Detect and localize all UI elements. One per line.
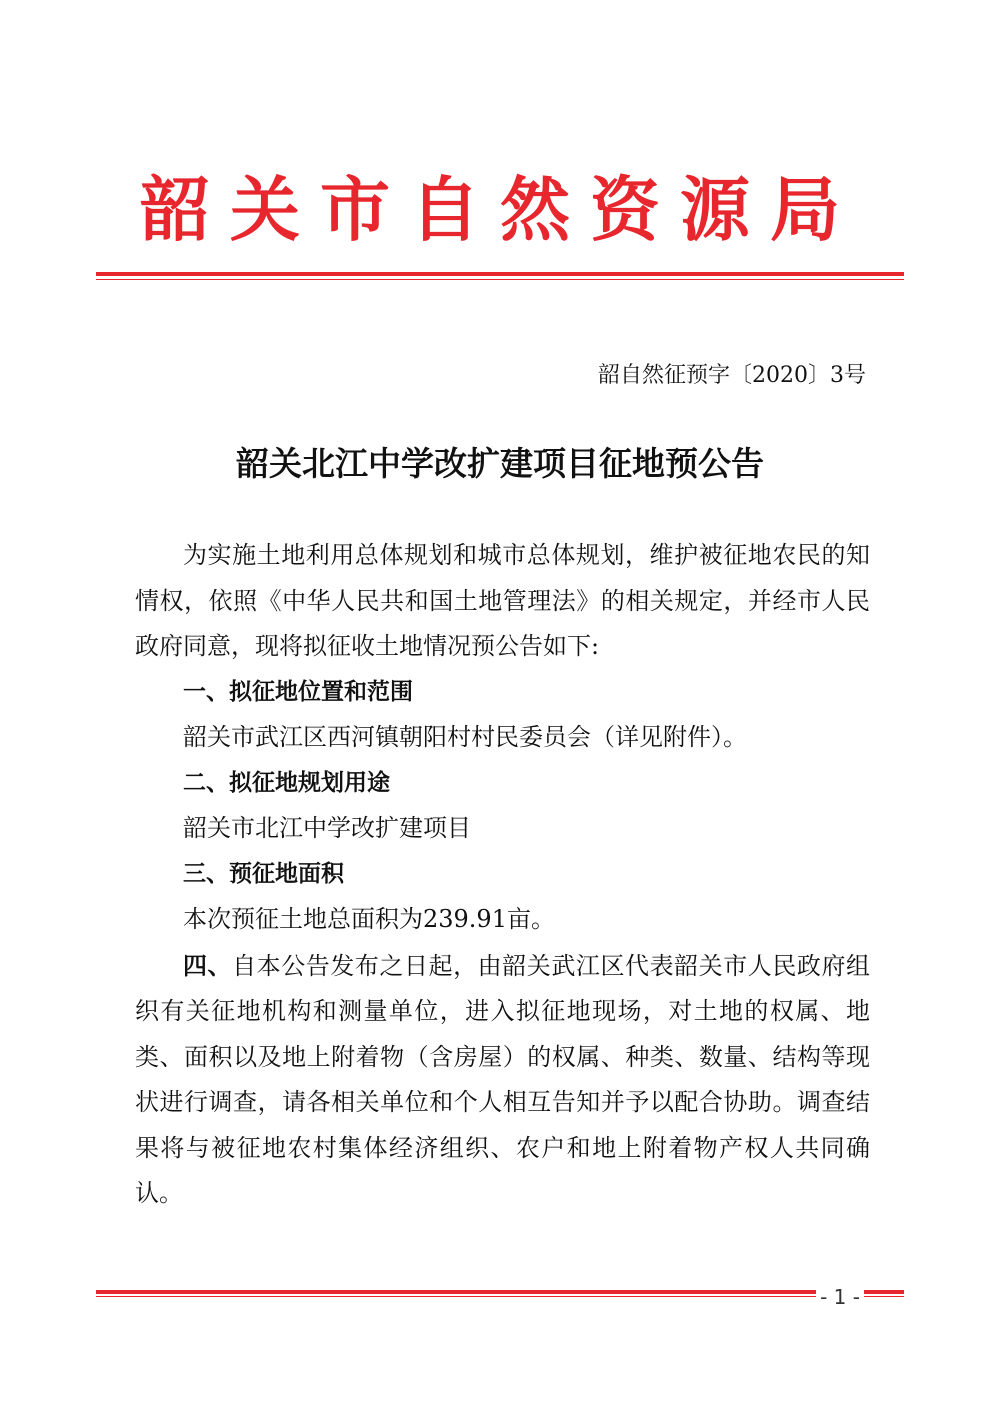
header-rule-thin (96, 279, 904, 280)
section-2-heading: 二、拟征地规划用途 (183, 769, 390, 796)
section-4-paragraph (135, 943, 870, 1217)
section-3-content: 本次预征土地总面积为239.91亩。 (183, 905, 555, 933)
page-number-text: - 1 - (816, 1285, 864, 1309)
footer-rule-thin (96, 1296, 904, 1297)
page-number (800, 1285, 880, 1309)
header-rule-thick (96, 272, 904, 276)
footer-rule-thick (96, 1290, 904, 1294)
document-number: 韶自然征预字〔2020〕3号 (598, 363, 866, 388)
intro-paragraph: 为实施土地利用总体规划和城市总体规划，维护被征地农民的知情权，依照《中华人民共和国土地管理法》的相关规定，并经市人民政府同意，现将拟征收土地情况预公告如下: (135, 541, 870, 660)
section-4-lead: 四、 (183, 950, 233, 980)
section-3-heading: 三、预征地面积 (183, 860, 344, 887)
section-2-content: 韶关市北江中学改扩建项目 (183, 814, 471, 842)
section-4-content: 自本公告发布之日起，由韶关武江区代表韶关市人民政府组织有关征地机构和测量单位，进入拟征地现场，对土地的权属、地类、面积以及地上附着物（含房屋）的权属、种类、数量、结构等现状进行调查，请各相关单位和个人相互告知并予以配合协助。调查结果将与被征地农村集体经济组织、农户和地上附着物产权人共同确认。 (135, 951, 871, 1207)
section-1-content: 韶关市武江区西河镇朝阳村村民委员会（详见附件）。 (183, 723, 747, 751)
document-body (135, 533, 870, 1217)
document-title: 韶关北江中学改扩建项目征地预公告 (236, 444, 764, 483)
section-1-heading: 一、拟征地位置和范围 (183, 678, 413, 705)
issuing-organization-header: 韶关市自然资源局 (140, 168, 860, 251)
